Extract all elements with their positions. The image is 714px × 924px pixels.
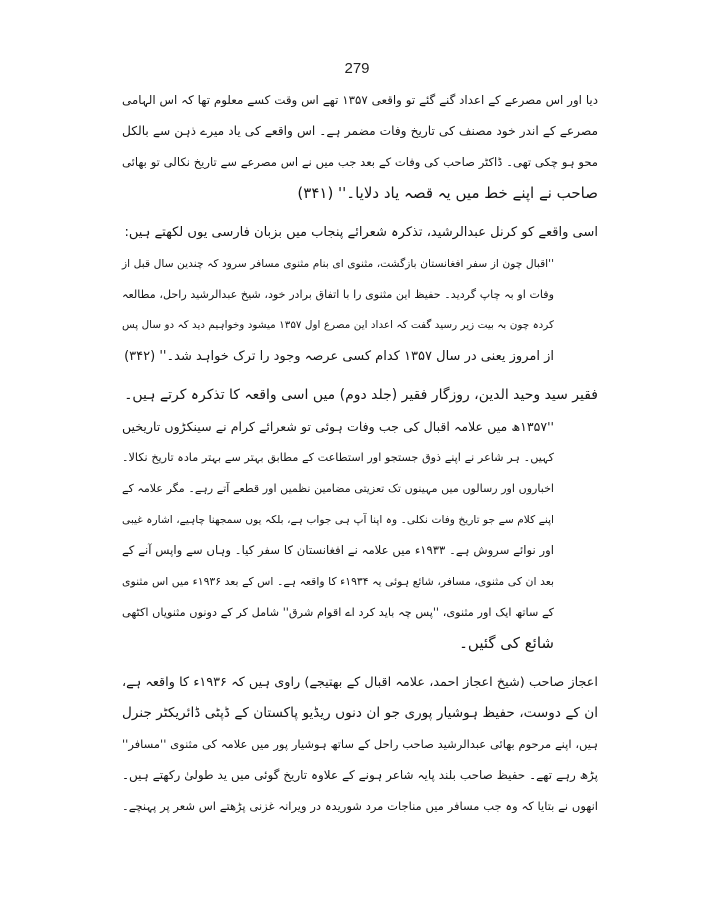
- text-line: انھوں نے بتایا کہ وہ جب مسافر میں مناجات مرد شوریدہ در ویرانہ غزنی پڑھتے اس شعر پر پہنچے۔: [122, 799, 598, 813]
- text-line: اعجاز صاحب (شیخ اعجاز احمد، علامہ اقبال کے بھتیجے) راوی ہیں کہ ۱۹۳۶ء کا واقعہ ہے،: [122, 675, 598, 690]
- text-line: اسی واقعے کو کرنل عبدالرشید، تذکرہ شعرائے پنجاب میں بزبان فارسی یوں لکھتے ہیں:: [124, 225, 598, 240]
- text-line: پڑھ رہے تھے۔ حفیظ صاحب بلند پایہ شاعر ہونے کے علاوہ تاریخ گوئی میں ید طولیٰ رکھتے ہیں۔: [122, 768, 598, 782]
- paragraph: [122, 217, 598, 248]
- text-line: کردہ چون بہ بیت زیر رسید گفت کہ اعداد این مصرع اول ۱۳۵۷ میشود وخواہیم دید کہ دو سال پس: [122, 319, 554, 331]
- text-line: صاحب نے اپنے خط میں یہ قصہ یاد دلایا۔'' (۳۴۱): [297, 184, 598, 202]
- text-line: بعد ان کی مثنوی، مسافر، شائع ہوئی یہ ۱۹۳۴ء کا واقعہ ہے۔ اس کے بعد ۱۹۳۶ء میں اس مثنوی: [122, 575, 555, 588]
- block-quote: [122, 411, 598, 659]
- text-line: ان کے دوست، حفیظ ہوشیار پوری جو ان دنوں ریڈیو پاکستان کے ڈپٹی ڈائریکٹر جنرل: [122, 705, 598, 721]
- text-line: فقیر سید وحید الدین، روزگار فقیر (جلد دوم) میں اسی واقعہ کا تذکرہ کرتے ہیں۔: [124, 387, 598, 403]
- text-line: اخباروں اور رسالوں میں مہینوں تک تعزیتی مضامین نظمیں اور قطعے آتے رہے۔ مگر علامہ کے: [122, 482, 554, 495]
- text-line: وفات او بہ چاپ گردید۔ حفیظ این مثنوی را با اتفاق برادر خود، شیخ عبدالرشید راحل، مطالعہ: [122, 288, 554, 301]
- page-number: 279: [344, 60, 370, 77]
- body-text: [122, 85, 598, 822]
- text-line: شائع کی گئیں۔: [459, 634, 554, 652]
- text-line: اور نوائے سروش ہے۔ ۱۹۳۳ء میں علامہ نے افغانستان کا سفر کیا۔ وہاں سے واپس آنے کے: [122, 543, 554, 557]
- text-line: محو ہو چکی تھی۔ ڈاکٹر صاحب کی وفات کے بعد جب میں نے اس مصرعے سے تاریخ نکالی تو بھائی: [122, 155, 598, 169]
- paragraph: [122, 667, 598, 822]
- text-line: کہیں۔ ہر شاعر نے اپنے ذوق جستجو اور استطاعت کے مطابق بہتر سے بہتر مادہ تاریخ نکالا۔: [122, 451, 554, 464]
- paragraph: [122, 85, 598, 209]
- text-line: اپنے کلام سے جو تاریخ وفات نکلی۔ وہ اپنا آپ ہی جواب ہے، بلکہ یوں سمجھنا چاہیے، اشارہ غیبی: [122, 513, 554, 526]
- text-line: دیا اور اس مصرعے کے اعداد گنے گئے تو واقعی ۱۳۵۷ تھے اس وقت کسے معلوم تھا کہ اس الہامی: [122, 93, 599, 107]
- text-line: ''۱۳۵۷ھ میں علامہ اقبال کی جب وفات ہوئی تو شعرائے کرام نے سینکڑوں تاریخیں: [122, 419, 554, 434]
- block-quote: [122, 248, 598, 372]
- text-line: کے ساتھ ایک اور مثنوی، ''پس چہ باید کرد اے اقوام شرق'' شامل کر کے دونوں مثنویاں اکٹھی: [122, 606, 554, 619]
- text-line: ہیں، اپنے مرحوم بھائی عبدالرشید صاحب راحل کے ساتھ ہوشیار پور میں علامہ کی مثنوی ''مسافر'': [122, 737, 598, 751]
- text-line: مصرعے کے اندر خود مصنف کی تاریخ وفات مضمر ہے۔ اس واقعے کی یاد میرے ذہن سے بالکل: [122, 124, 598, 138]
- paragraph: [122, 380, 598, 411]
- text-line: از امروز یعنی در سال ۱۳۵۷ کدام کسی عرصہ وجود را ترک خواہد شد۔'' (۳۴۲): [124, 349, 554, 364]
- text-line: ''اقبال چون از سفر افغانستان بازگشت، مثنوی ای بنام مثنوی مسافر سرود کہ چندین سال قبل از: [122, 257, 554, 270]
